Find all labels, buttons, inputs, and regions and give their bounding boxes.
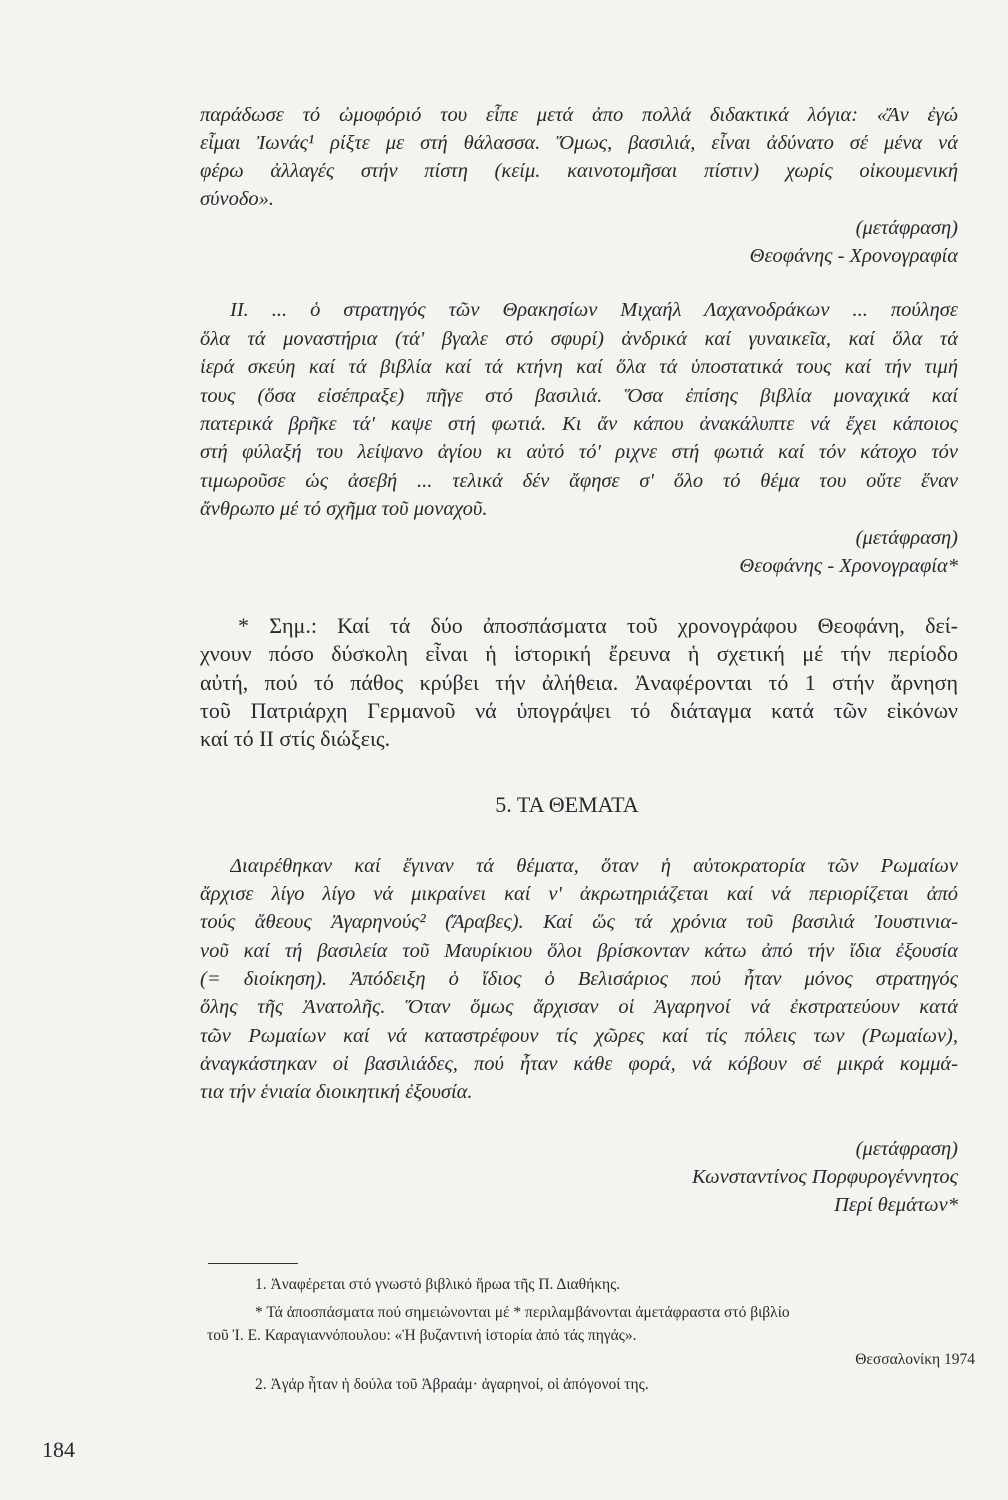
text-line: πατερικά βρῆκε τά' καψε στή φωτιά. Κι ἄν κάπου ἀνακάλυπτε νά ἔχει κάποιος xyxy=(200,413,958,435)
text-line: ἱερά σκεύη καί τά βιβλία καί τά κτήνη καί ὅλα τά ὑποστατικά τους καί τήν τιμή xyxy=(200,356,958,378)
text-line: ὅλης τῆς Ἀνατολῆς. Ὅταν ὅμως ἄρχισαν οἱ Ἀγαρηνοί νά ἐκστρατεύουν κατά xyxy=(200,996,958,1018)
text-line: ἀναγκάστηκαν οἱ βασιλιάδες, πού ἦταν κάθε φορά, νά κόβουν σέ μικρά κομμά- xyxy=(200,1053,958,1075)
footnote-star-line: * Τά ἀποσπάσματα πού σημειώνονται μέ * περιλαμβάνονται ἀμετάφραστα στό βιβλίο xyxy=(255,1304,790,1321)
text-line: τια τήν ἑνιαία διοικητική ἐξουσία. xyxy=(200,1081,473,1103)
text-line: τους (ὅσα εἰσέπραξε) πῆγε στό βασιλιά. Ὅσα ἐπίσης βιβλία μοναχικά καί xyxy=(200,385,958,407)
text-line: ἄνθρωπο μέ τό σχῆμα τοῦ μοναχοῦ. xyxy=(200,498,488,520)
text-line: II. ... ὁ στρατηγός τῶν Θρακησίων Μιχαήλ Λαχανοδράκων ... πούλησε xyxy=(230,299,958,321)
text-line: στή φύλαξή του λείψανο ἁγίου κι αὐτό τό' ριχνε στή φωτιά καί τόν κάτοχο τόν xyxy=(200,441,958,463)
text-line: παράδωσε τό ὠμοφόριό του εἶπε μετά ἀπο πολλά διδακτικά λόγια: «Ἄν ἐγώ xyxy=(200,104,958,126)
note-line: * Σημ.: Καί τά δύο ἀποσπάσματα τοῦ χρονογράφου Θεοφάνη, δεί- xyxy=(238,613,958,638)
footnote-place-year: Θεσσαλονίκη 1974 xyxy=(855,1351,975,1368)
translation-label: (μετάφραση) xyxy=(855,1138,958,1160)
note-line: αὐτή, πού τό πάθος κρύβει τήν ἀλήθεια. Ἀναφέρονται τό 1 στήν ἄρνηση xyxy=(200,670,958,695)
translation-label: (μετάφραση) xyxy=(855,527,958,549)
text-line: (= διοίκηση). Ἀπόδειξη ὁ ἴδιος ὁ Βελισάριος πού ἦταν μόνος στρατηγός xyxy=(200,968,958,990)
text-line: εἶμαι Ἰωνάς¹ ρίξτε με στή θάλασσα. Ὅμως, βασιλιά, εἶναι ἀδύνατο σέ μένα νά xyxy=(200,132,958,154)
text-line: σύνοδο». xyxy=(200,188,275,210)
text-line: νοῦ καί τή βασιλεία τοῦ Μαυρίκιου ὅλοι βρίσκονταν κάτω ἀπό τήν ἴδια ἐξουσία xyxy=(200,940,958,962)
note-line: χνουν πόσο δύσκολη εἶναι ἡ ἱστορική ἔρευνα ἡ σχετική μέ τήν περίοδο xyxy=(200,641,958,666)
text-line: ὅλα τά μοναστήρια (τά' βγαλε στό σφυρί) ἀνδρικά καί γυναικεῖα, καί ὅλα τά xyxy=(200,328,958,350)
text-line: Διαιρέθηκαν καί ἔγιναν τά θέματα, ὅταν ἡ αὐτοκρατορία τῶν Ρωμαίων xyxy=(230,855,958,877)
source-citation: Θεοφάνης - Χρονογραφία* xyxy=(739,555,958,577)
text-line: ἄρχισε λίγο λίγο νά μικραίνει καί ν' ἀκρωτηριάζεται καί νά περιορίζεται ἀπό xyxy=(200,883,958,905)
note-line: καί τό II στίς διώξεις. xyxy=(200,726,391,751)
text-line: τιμωροῦσε ὡς ἀσεβή ... τελικά δέν ἄφησε σ' ὅλο τό θέμα του οὔτε ἕναν xyxy=(200,470,958,492)
text-line: τῶν Ρωμαίων καί νά καταστρέφουν τίς χῶρες καί τίς πόλεις των (Ρωμαίων), xyxy=(200,1025,958,1047)
source-work: Περί θεμάτων* xyxy=(834,1194,958,1216)
source-citation: Θεοφάνης - Χρονογραφία xyxy=(749,245,958,267)
translation-label: (μετάφραση) xyxy=(855,217,958,239)
page-number: 184 xyxy=(42,1437,75,1462)
footnote-divider xyxy=(208,1263,298,1264)
footnote-1: 1. Ἀναφέρεται στό γνωστό βιβλικό ἥρωα τῆς Π. Διαθήκης. xyxy=(255,1276,621,1293)
section-heading: 5. ΤΑ ΘΕΜΑΤΑ xyxy=(495,792,639,817)
footnote-star-line: τοῦ Ἰ. Ε. Καραγιαννόπουλου: «Ἡ βυζαντινή ἱστορία ἀπό τάς πηγάς». xyxy=(207,1327,637,1344)
source-author: Κωνσταντίνος Πορφυρογέννητος xyxy=(692,1166,958,1188)
footnote-2: 2. Ἀγάρ ἦταν ἡ δούλα τοῦ Ἀβραάμ· ἀγαρηνοί, οἱ ἀπόγονοί της. xyxy=(255,1376,649,1393)
note-line: τοῦ Πατριάρχη Γερμανοῦ νά ὑπογράψει τό διάταγμα κατά τῶν εἰκόνων xyxy=(200,698,958,723)
text-line: τούς ἄθεους Ἀγαρηνούς² (Ἄραβες). Καί ὥς τά χρόνια τοῦ βασιλιά Ἰουστινια- xyxy=(200,911,958,933)
text-line: φέρω ἀλλαγές στήν πίστη (κείμ. καινοτομῆσαι πίστιν) χωρίς οἰκουμενική xyxy=(200,160,958,182)
